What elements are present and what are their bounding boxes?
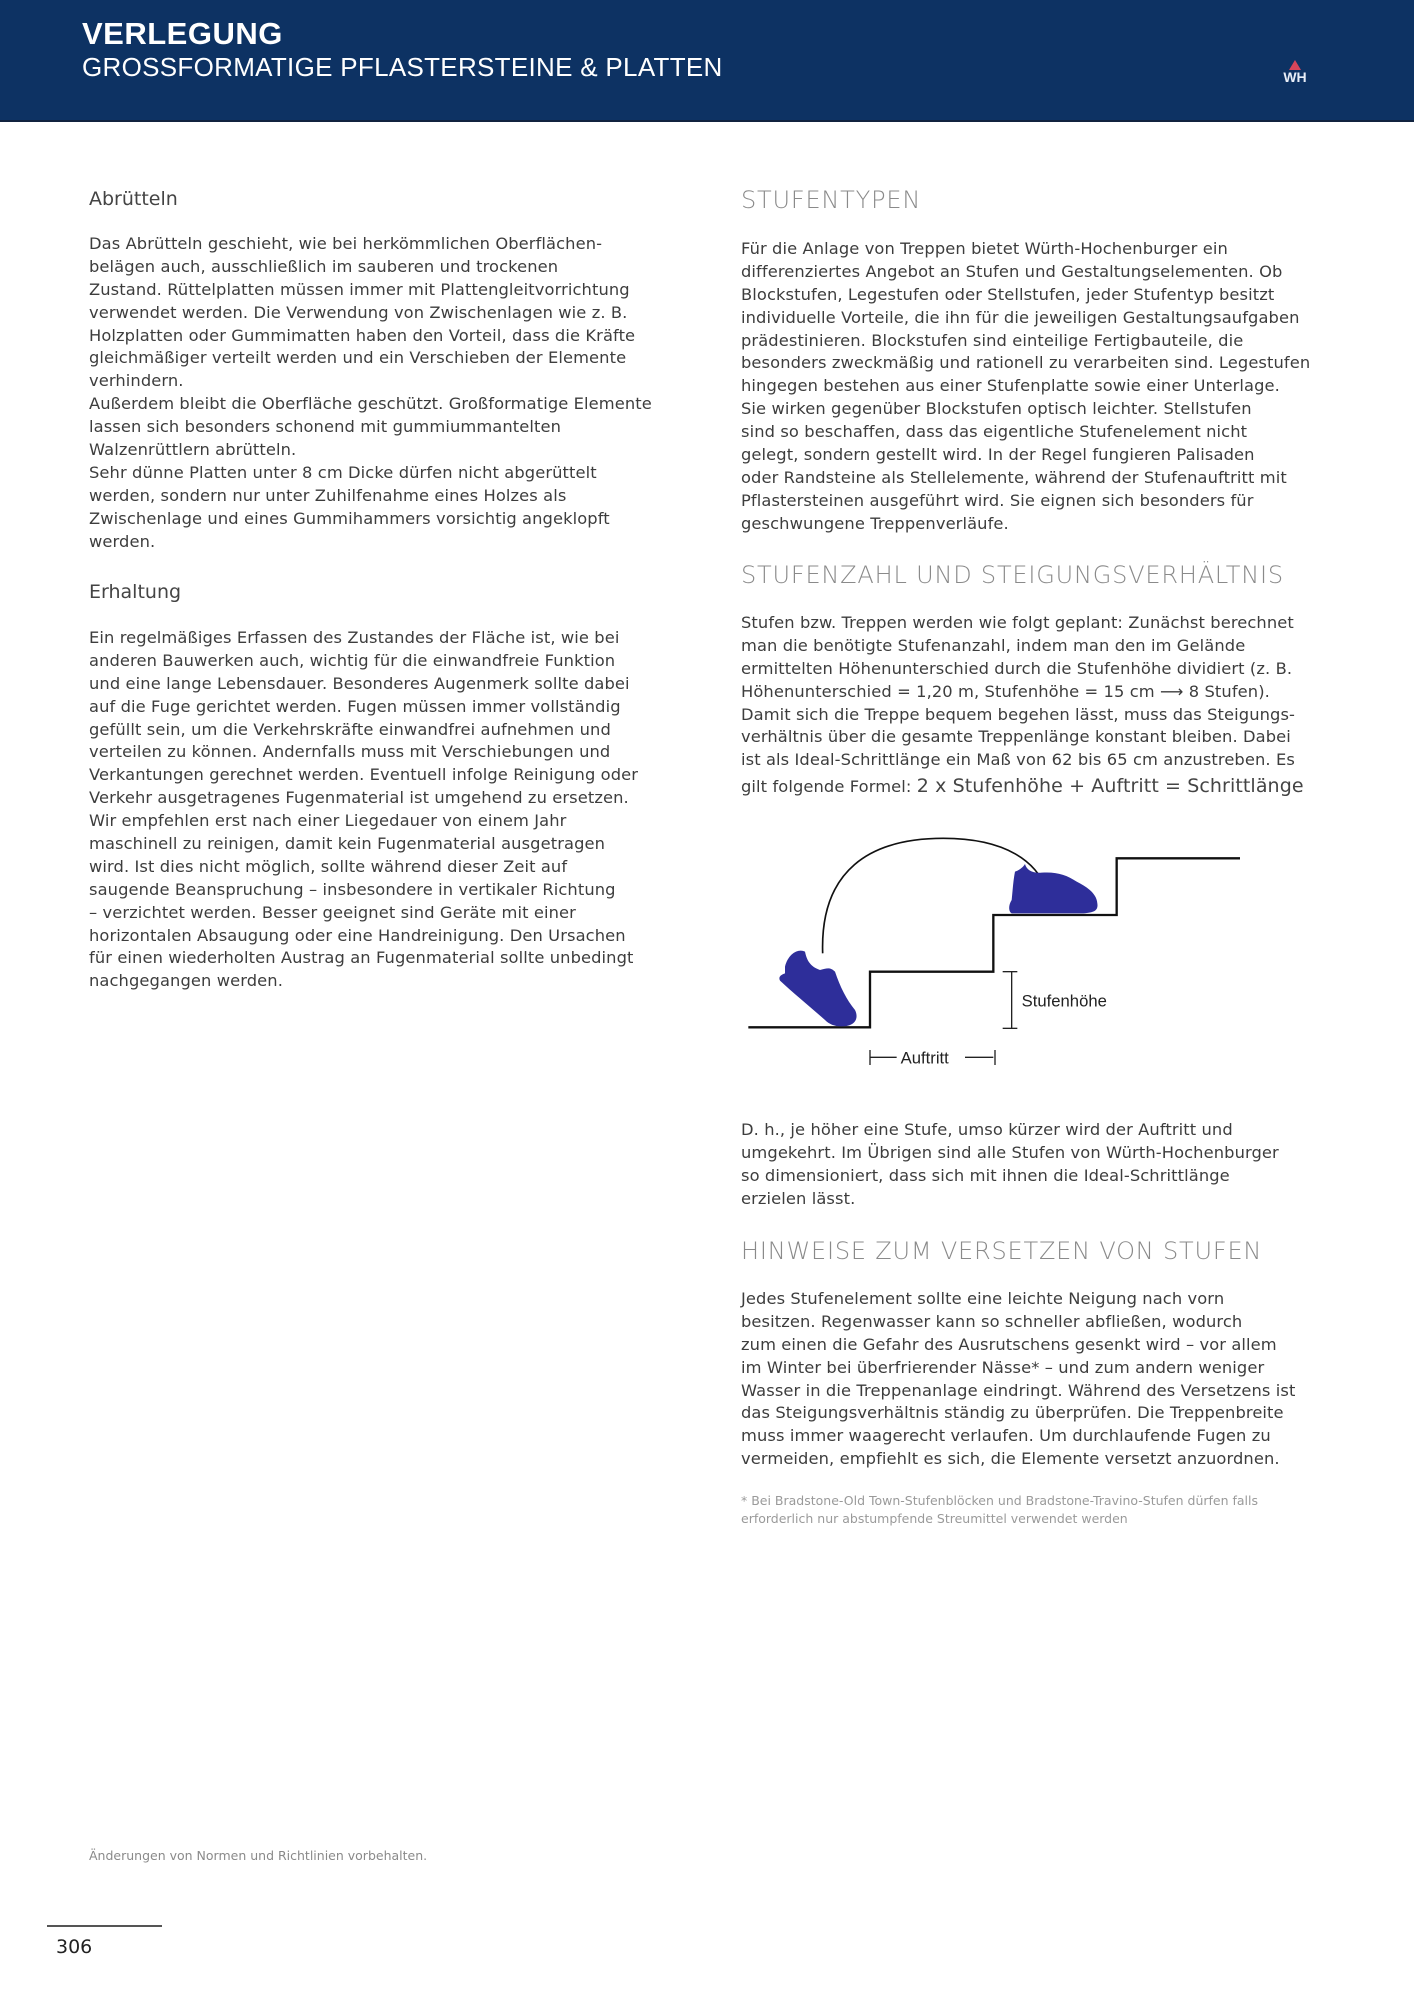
right-shoe-icon [1009, 864, 1097, 913]
label-stufenhoehe: Stufenhöhe [1021, 991, 1107, 1011]
text-line: D. h., je höher eine Stufe, umso kürzer wird der Auftritt und [741, 1120, 1233, 1139]
text-line: Jedes Stufenelement sollte eine leichte Neigung nach vorn [741, 1289, 1225, 1308]
text-line: auf die Fuge gerichtet werden. Fugen müssen immer vollständig [89, 696, 621, 716]
header-divider [0, 120, 1414, 122]
svg-text:WH: WH [1283, 69, 1307, 85]
text-line: umgekehrt. Im Übrigen sind alle Stufen von Würth-Hochenburger [741, 1142, 1279, 1162]
text-line: Verkehr ausgetragenes Fugenmaterial ist umgehend zu ersetzen. [89, 788, 629, 808]
text-line: verwendet werden. Die Verwendung von Zwischenlagen wie z. B. [89, 302, 628, 322]
text-line: man die benötigte Stufenanzahl, indem man den im Gelände [741, 635, 1246, 655]
text-line: werden. [89, 531, 156, 551]
text-line: lassen sich besonders schonend mit gummiummantelten [89, 417, 562, 437]
company-logo-icon [1272, 52, 1318, 92]
text-line: wird. Ist dies nicht möglich, sollte während dieser Zeit auf [89, 856, 568, 876]
text-line: belägen auch, ausschließlich im sauberen und trockenen [89, 256, 559, 276]
footer-note: Änderungen von Normen und Richtlinien vorbehalten. [89, 1848, 428, 1863]
text-line: nachgegangen werden. [89, 971, 283, 991]
text-line: differenziertes Angebot an Stufen und Gestaltungselementen. Ob [741, 261, 1283, 281]
heading-abruetteln: Abrütteln [89, 188, 178, 210]
text-line: gefüllt sein, um die Verkehrskräfte einwandfrei aufnehmen und [89, 719, 611, 739]
text-line: hingegen bestehen aus einer Stufenplatte sowie einer Unterlage. [741, 376, 1280, 396]
text-line: maschinell zu reinigen, damit kein Fugenmaterial ausgetragen [89, 834, 606, 854]
text-line: das Steigungsverhältnis ständig zu überprüfen. Die Treppenbreite [741, 1403, 1284, 1423]
stair-diagram [730, 820, 1330, 1080]
paragraph-erhaltung [89, 627, 638, 993]
text-line: ist als Ideal-Schrittlänge ein Maß von 62 bis 65 cm anzustreben. Es [741, 750, 1295, 770]
text-line: sind so beschaffen, dass das eigentliche Stufenelement nicht [741, 422, 1248, 442]
text-line: Stufen bzw. Treppen werden wie folgt geplant: Zunächst berechnet [741, 613, 1294, 632]
text-line: gleichmäßiger verteilt werden und ein Verschieben der Elemente [89, 348, 627, 368]
text-line: individuelle Vorteile, die ihn für die jeweiligen Gestaltungsaufgaben [741, 307, 1300, 327]
left-shoe-icon [779, 951, 856, 1027]
paragraph-stufenzahl [741, 612, 1304, 800]
text-line: verteilen zu können. Andernfalls muss mit Verschiebungen und [89, 742, 611, 762]
text-line: geschwungene Treppenverläufe. [741, 513, 1009, 533]
header-title: VERLEGUNG [82, 16, 283, 51]
text-line: Blockstufen, Legestufen oder Stellstufen, jeder Stufentyp besitzt [741, 284, 1275, 304]
heading-stufenzahl: STUFENZAHL UND STEIGUNGSVERHÄLTNIS [741, 561, 1284, 589]
text-line: Das Abrütteln geschieht, wie bei herkömmlichen Oberflächen- [89, 234, 603, 253]
text-line: besonders zweckmäßig und rationell zu verarbeiten sind. Legestufen [741, 353, 1311, 373]
label-auftritt: Auftritt [900, 1048, 949, 1068]
page-number-rule [47, 1925, 162, 1927]
text-line: * Bei Bradstone-Old Town-Stufenblöcken und Bradstone-Travino-Stufen dürfen falls [741, 1493, 1259, 1508]
paragraph-hinweise [741, 1288, 1295, 1471]
text-line: Für die Anlage von Treppen bietet Würth-Hochenburger ein [741, 239, 1228, 258]
text-line: Höhenunterschied = 1,20 m, Stufenhöhe = 15 cm ⟶ 8 Stufen). [741, 681, 1270, 701]
header-subtitle: GROSSFORMATIGE PFLASTERSTEINE & PLATTEN [82, 52, 723, 82]
text-line: Zustand. Rüttelplatten müssen immer mit Plattengleitvorrichtung [89, 279, 630, 299]
footnote [741, 1492, 1258, 1528]
text-line: erforderlich nur abstumpfende Streumittel verwendet werden [741, 1511, 1128, 1526]
text-line: Ein regelmäßiges Erfassen des Zustandes der Fläche ist, wie bei [89, 628, 620, 647]
formula-prefix: gilt folgende Formel: [741, 777, 917, 797]
text-line: Sie wirken gegenüber Blockstufen optisch leichter. Stellstufen [741, 399, 1252, 419]
page-number: 306 [56, 1936, 93, 1958]
text-line: für einen wiederholten Austrag an Fugenmaterial sollte unbedingt [89, 948, 634, 968]
text-line: besitzen. Regenwasser kann so schneller abfließen, wodurch [741, 1311, 1243, 1331]
text-line: erzielen lässt. [741, 1188, 856, 1208]
paragraph-abruetteln [89, 233, 652, 553]
paragraph-stufentypen [741, 238, 1310, 536]
text-line: Damit sich die Treppe bequem begehen lässt, muss das Steigungs- [741, 704, 1296, 724]
text-line: verhindern. [89, 371, 184, 391]
text-line: Walzenrüttlern abrütteln. [89, 440, 297, 460]
text-line: prädestinieren. Blockstufen sind einteilige Fertigbauteile, die [741, 330, 1244, 350]
text-line: – verzichtet werden. Besser geeignet sind Geräte mit einer [89, 902, 576, 922]
text-line: Pflastersteinen ausgeführt wird. Sie eignen sich besonders für [741, 490, 1254, 510]
text-line: im Winter bei überfrierender Nässe* – und zum andern weniger [741, 1357, 1265, 1377]
text-line: Holzplatten oder Gummimatten haben den Vorteil, dass die Kräfte [89, 325, 636, 345]
heading-erhaltung: Erhaltung [89, 581, 182, 603]
text-line: Sehr dünne Platten unter 8 cm Dicke dürfen nicht abgerüttelt [89, 462, 597, 482]
text-line: gelegt, sondern gestellt wird. In der Regel fungieren Palisaden [741, 445, 1255, 465]
text-line: verhältnis über die gesamte Treppenlänge konstant bleiben. Dabei [741, 727, 1291, 747]
text-line: Wasser in die Treppenanlage eindringt. Während des Versetzens ist [741, 1380, 1296, 1400]
paragraph-schrittlaenge [741, 1119, 1279, 1211]
text-line: Außerdem bleibt die Oberfläche geschützt. Großformatige Elemente [89, 394, 652, 414]
text-line: Verkantungen gerechnet werden. Eventuell infolge Reinigung oder [89, 765, 639, 785]
formula-line [741, 772, 1304, 800]
text-line: Wir empfehlen erst nach einer Liegedauer von einem Jahr [89, 811, 567, 831]
text-line: zum einen die Gefahr des Ausrutschens gesenkt wird – vor allem [741, 1334, 1277, 1354]
heading-stufentypen: STUFENTYPEN [741, 186, 922, 214]
page-header [0, 0, 1414, 121]
text-line: werden, sondern nur unter Zuhilfenahme eines Holzes als [89, 485, 567, 505]
text-line: saugende Beanspruchung – insbesondere in vertikaler Richtung [89, 879, 616, 899]
text-line: oder Randsteine als Stellelemente, während der Stufenauftritt mit [741, 467, 1287, 487]
formula: 2 x Stufenhöhe + Auftritt = Schrittlänge [916, 775, 1304, 798]
text-line: anderen Bauwerken auch, wichtig für die einwandfreie Funktion [89, 650, 616, 670]
text-line: ermittelten Höhenunterschied durch die Stufenhöhe dividiert (z. B. [741, 658, 1293, 678]
text-line: Zwischenlage und eines Gummihammers vorsichtig angeklopft [89, 508, 610, 528]
text-line: vermeiden, empfiehlt es sich, die Elemente versetzt anzuordnen. [741, 1449, 1280, 1469]
text-line: horizontalen Absaugung oder eine Handreinigung. Den Ursachen [89, 925, 626, 945]
height-dimension [1003, 972, 1018, 1029]
heading-hinweise: HINWEISE ZUM VERSETZEN VON STUFEN [741, 1237, 1263, 1265]
text-line: so dimensioniert, dass sich mit ihnen die Ideal-Schrittlänge [741, 1165, 1230, 1185]
text-line: und eine lange Lebensdauer. Besonderes Augenmerk sollte dabei [89, 673, 630, 693]
text-line: muss immer waagerecht verlaufen. Um durchlaufende Fugen zu [741, 1426, 1271, 1446]
